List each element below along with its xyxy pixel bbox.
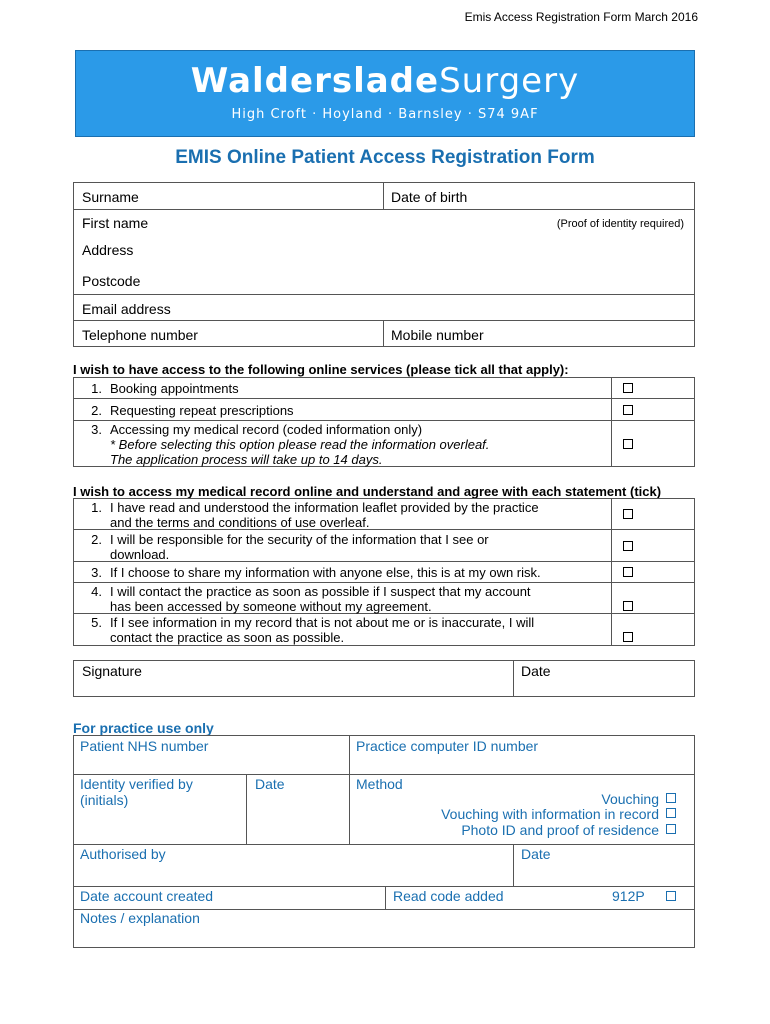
- practice-use-heading: For practice use only: [73, 720, 214, 736]
- services-heading: I wish to have access to the following online services (please tick all that apply):: [73, 362, 569, 377]
- read-code-value: 912P: [612, 888, 645, 904]
- address-field[interactable]: Address: [82, 242, 134, 258]
- proof-of-identity-note: (Proof of identity required): [556, 218, 684, 230]
- statement-checkbox-4[interactable]: [623, 601, 633, 611]
- nhs-number-field[interactable]: Patient NHS number: [80, 738, 209, 754]
- surgery-banner: [75, 50, 695, 137]
- statements-table: 1. I have read and understood the information leaflet provided by the practice and the terms and conditions of use overleaf. 2. I will be responsible for the security of the information that I see or download. 3. If I choose to share my information with anyone else, this is at my own risk. 4. I will contact the practice as soon as possible if I suspect that my account has been accessed by someone without my agreement. 5. If I see information in my record that is not about me or is inaccurate, I will contact the practice as soon as possible.: [73, 498, 695, 646]
- form-version-note: Emis Access Registration Form March 2016: [464, 10, 698, 24]
- method-label: Method: [356, 776, 403, 792]
- telephone-field[interactable]: Telephone number: [82, 327, 198, 343]
- read-code-checkbox[interactable]: [666, 891, 676, 901]
- practice-table: [73, 735, 695, 948]
- computer-id-field[interactable]: Practice computer ID number: [356, 738, 539, 754]
- surgery-address: High Croft · Hoyland · Barnsley · S74 9AF: [231, 107, 539, 122]
- statement-checkbox-1[interactable]: [623, 509, 633, 519]
- mobile-field[interactable]: Mobile number: [391, 327, 484, 343]
- email-field[interactable]: Email address: [82, 301, 171, 317]
- signature-date-field[interactable]: Date: [521, 663, 551, 679]
- statements-heading: I wish to access my medical record online and understand and agree with each statement (tick): [73, 484, 662, 499]
- first-name-field[interactable]: First name: [82, 215, 149, 231]
- read-code-label: Read code added: [393, 888, 504, 904]
- vouching-record-checkbox[interactable]: [666, 808, 676, 818]
- patient-details-table: [73, 182, 695, 347]
- services-table: 1. Booking appointments 2. Requesting repeat prescriptions 3. Accessing my medical record (coded information only) * Before selecting this option please read the information overleaf. The application process will take up to 14 days.: [73, 377, 695, 467]
- surgery-name: WaldersladeSurgery: [190, 61, 580, 101]
- authorised-date-field[interactable]: Date: [521, 846, 551, 862]
- service-checkbox-booking[interactable]: [623, 383, 633, 393]
- service-checkbox-medical-record[interactable]: [623, 439, 633, 449]
- identity-date-field[interactable]: Date: [255, 776, 285, 792]
- identity-verified-field[interactable]: Identity verified by: [80, 776, 193, 792]
- notes-field[interactable]: Notes / explanation: [80, 910, 200, 926]
- authorised-by-field[interactable]: Authorised by: [80, 846, 166, 862]
- surname-field[interactable]: Surname: [82, 189, 139, 205]
- identity-initials-label: (initials): [80, 792, 129, 808]
- statement-checkbox-3[interactable]: [623, 567, 633, 577]
- page-title: EMIS Online Patient Access Registration Form: [175, 147, 595, 168]
- dob-field[interactable]: Date of birth: [391, 189, 468, 205]
- signature-table: [73, 660, 695, 697]
- account-created-field[interactable]: Date account created: [80, 888, 214, 904]
- signature-field[interactable]: Signature: [82, 663, 142, 679]
- service-checkbox-prescriptions[interactable]: [623, 405, 633, 415]
- vouching-label: Vouching: [601, 791, 659, 807]
- statement-checkbox-5[interactable]: [623, 632, 633, 642]
- statement-checkbox-2[interactable]: [623, 541, 633, 551]
- photo-id-label: Photo ID and proof of residence: [461, 822, 659, 838]
- vouching-checkbox[interactable]: [666, 793, 676, 803]
- vouching-record-label: Vouching with information in record: [441, 806, 659, 822]
- photo-id-checkbox[interactable]: [666, 824, 676, 834]
- postcode-field[interactable]: Postcode: [82, 273, 141, 289]
